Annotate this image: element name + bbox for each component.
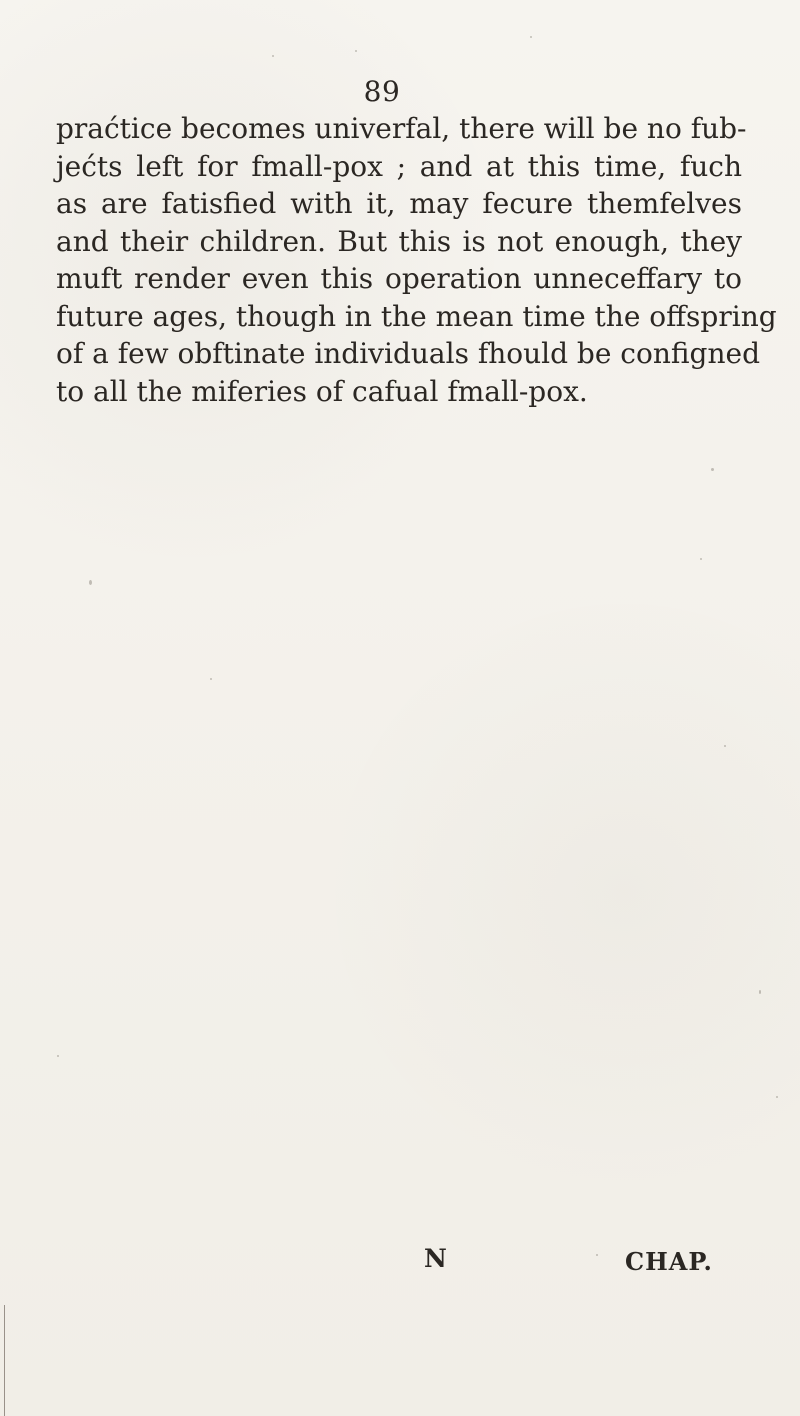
paper-speck xyxy=(776,1096,778,1098)
signature-mark: N xyxy=(424,1244,447,1273)
text-line-2: jećts left for fmall-pox ; and at this time, fuch xyxy=(56,149,742,183)
paper-speck xyxy=(596,1254,598,1256)
text-line-7: of a few obftinate individuals fhould be configned xyxy=(56,337,760,370)
text-line-5: muft render even this operation unneceffary to xyxy=(56,262,742,295)
paper-speck xyxy=(272,55,274,57)
text-line-4: and their children. But this is not enough, they xyxy=(56,224,742,258)
text-line-3: as are fatisfied with it, may fecure themfelves xyxy=(56,187,742,220)
paper-speck xyxy=(355,50,357,52)
paper-speck xyxy=(210,678,212,680)
scan-margin-line xyxy=(4,1305,5,1416)
body-text xyxy=(56,110,777,410)
text-line-1: praćtice becomes univerfal, there will be no fub- xyxy=(56,112,747,145)
catchword: CHAP. xyxy=(625,1247,713,1276)
paper-speck xyxy=(700,558,702,560)
paper-speck xyxy=(57,1055,59,1057)
paper-speck xyxy=(711,468,714,471)
paper-speck xyxy=(89,580,92,585)
paper-speck xyxy=(759,990,761,994)
page-number: 89 xyxy=(363,75,401,108)
paper-speck xyxy=(724,745,726,747)
paper-speck xyxy=(530,36,532,38)
text-line-8: to all the miferies of cafual fmall-pox. xyxy=(56,374,588,408)
text-line-6: future ages, though in the mean time the offspring xyxy=(56,299,777,333)
